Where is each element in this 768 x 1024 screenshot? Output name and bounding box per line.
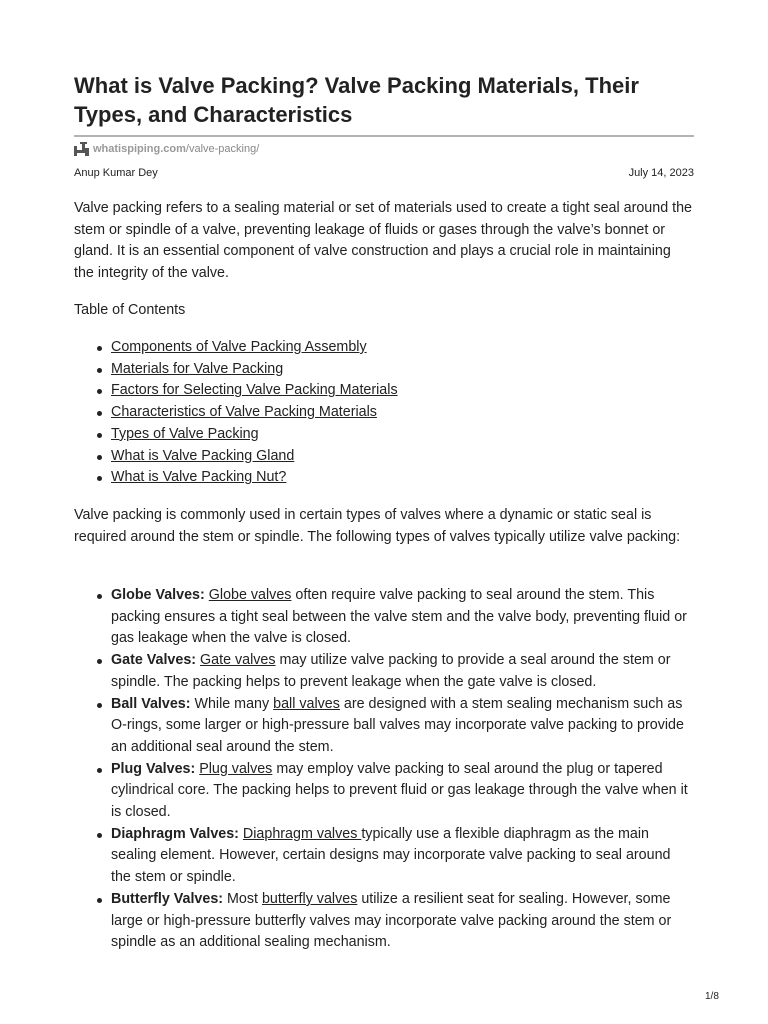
page-number: 1/8	[705, 991, 719, 1002]
toc-link[interactable]: Characteristics of Valve Packing Materials	[111, 404, 377, 421]
toc-item	[74, 402, 694, 424]
list-item-butterfly	[74, 889, 694, 954]
list-item-gate	[74, 650, 694, 693]
title-divider	[74, 135, 694, 137]
valve-description: utilize a resilient seat for sealing. However, some large or high-pressure butterfly valves may incorporate valve packing around the stem or spindle as an additional sealing mechanism.	[111, 890, 672, 951]
valve-link[interactable]: ball valves	[273, 695, 340, 712]
piping-icon	[74, 142, 89, 156]
source-path[interactable]: /valve-packing/	[185, 143, 260, 155]
valve-name: Globe Valves:	[111, 587, 205, 603]
valve-link[interactable]: Gate valves	[200, 652, 276, 669]
valve-name: Ball Valves:	[111, 695, 191, 712]
valve-link[interactable]: Globe valves	[208, 587, 292, 603]
intro-paragraph: Valve packing refers to a sealing material or set of materials used to create a tight seal around the stem or spindle of a valve, preventing leakage of fluids or gases through the valve’s bonnet or gland. It is an essential component of valve construction and plays a crucial role in maintaining the integrity of the valve.	[74, 200, 693, 282]
toc-link[interactable]: Components of Valve Packing Assembly	[111, 339, 367, 355]
source-domain[interactable]: whatispiping.com	[93, 143, 186, 155]
table-of-contents	[74, 337, 694, 489]
valve-name: Plug Valves:	[111, 760, 196, 777]
list-item-plug	[74, 759, 694, 824]
valve-description: may utilize valve packing to provide a seal around the stem or spindle. The packing helps to prevent leakage when the gate valve is closed.	[111, 652, 671, 690]
valve-link[interactable]: Diaphragm valves	[242, 825, 362, 842]
toc-item	[74, 380, 694, 402]
toc-item	[74, 337, 694, 359]
toc-link[interactable]: What is Valve Packing Gland	[111, 447, 295, 464]
list-item-ball	[74, 694, 694, 759]
list-item-diaphragm	[74, 824, 694, 889]
valve-name: Butterfly Valves:	[111, 890, 224, 907]
toc-link[interactable]: Types of Valve Packing	[111, 425, 259, 442]
valve-description: may employ valve packing to seal around the plug or tapered cylindrical core. The packing helps to prevent fluid or gas leakage through the valve when it is closed.	[111, 760, 688, 821]
article-meta	[74, 166, 694, 180]
valve-prefix: Most	[223, 890, 262, 907]
valve-prefix: While many	[190, 695, 274, 712]
source-line	[74, 142, 259, 156]
valve-name: Gate Valves:	[111, 652, 197, 669]
valve-link[interactable]: butterfly valves	[261, 890, 358, 907]
valve-link[interactable]: Plug valves	[199, 760, 273, 777]
usage-paragraph: Valve packing is commonly used in certain types of valves where a dynamic or static seal is required around the stem or spindle. The following types of valves typically utilize valve packing:	[74, 507, 681, 545]
list-item-globe	[74, 585, 694, 650]
valve-description: are designed with a stem sealing mechanism such as O-rings, some larger or high-pressure ball valves may incorporate valve packing to provide an additional seal around the stem.	[111, 695, 684, 755]
toc-link[interactable]: Factors for Selecting Valve Packing Materials	[111, 382, 398, 399]
toc-item	[74, 424, 694, 446]
toc-item	[74, 359, 694, 381]
toc-link[interactable]: Materials for Valve Packing	[111, 360, 284, 377]
valve-description: typically use a flexible diaphragm as the main sealing element. However, certain designs may incorporate valve packing to seal around the stem or spindle.	[111, 825, 671, 886]
valve-description: often require valve packing to seal around the stem. This packing ensures a tight seal between the valve stem and the valve body, preventing fluid or gas leakage when the valve is closed.	[111, 587, 687, 647]
valve-name: Diaphragm Valves:	[111, 825, 239, 842]
toc-heading: Table of Contents	[74, 302, 186, 318]
publish-date: July 14, 2023	[628, 167, 694, 179]
author-name: Anup Kumar Dey	[74, 167, 158, 179]
toc-item	[74, 467, 694, 489]
article-title: What is Valve Packing? Valve Packing Materials, Their Types, and Characteristics	[74, 73, 639, 127]
toc-item	[74, 446, 694, 468]
toc-link[interactable]: What is Valve Packing Nut?	[111, 469, 287, 486]
valve-types-list	[74, 585, 694, 954]
